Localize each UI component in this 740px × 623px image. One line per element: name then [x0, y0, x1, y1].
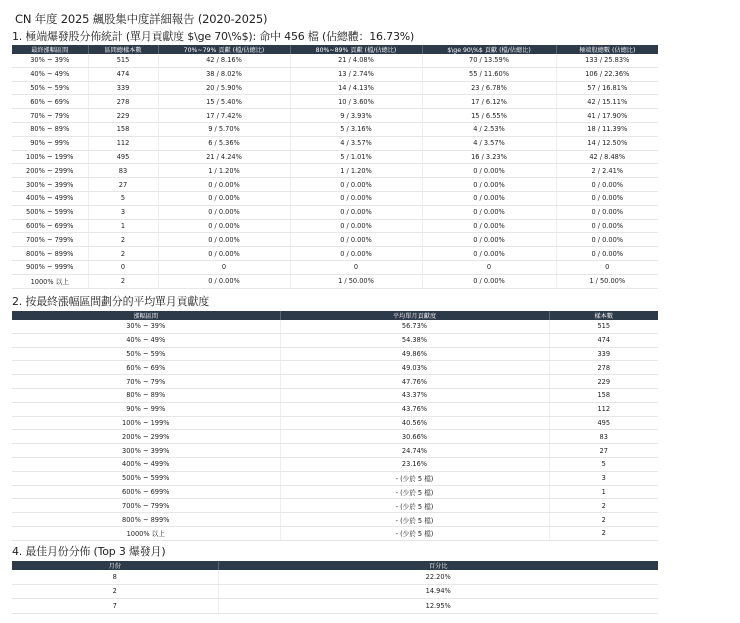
table-row — [12, 54, 658, 67]
table-cell: 60% ~ 69% — [12, 361, 280, 375]
table-cell: 339 — [549, 347, 658, 361]
table-cell: 278 — [88, 95, 158, 109]
table-cell: 1 — [549, 485, 658, 499]
table-row — [12, 457, 658, 471]
table-row — [12, 444, 658, 458]
table-cell: - (少於 5 檔) — [280, 513, 549, 527]
average-contribution-table — [12, 311, 658, 541]
table-cell: 400% ~ 499% — [12, 457, 280, 471]
table-row — [12, 260, 658, 274]
best-month-table — [12, 561, 658, 614]
table-cell: 30.66% — [280, 430, 549, 444]
column-header: 80%~89% 貢獻 (檔/佔總比) — [290, 45, 422, 54]
table-cell: 0 / 0.00% — [556, 219, 658, 233]
column-header: 月份 — [12, 561, 218, 570]
table-cell: 800% ~ 899% — [12, 247, 88, 261]
table-cell: 15 / 5.40% — [158, 95, 290, 109]
table-cell: 55 / 11.60% — [422, 67, 556, 81]
column-header: $\ge 90\%$ 貢獻 (檔/佔總比) — [422, 45, 556, 54]
table-cell: 5 / 3.16% — [290, 122, 422, 136]
table-cell: 54.38% — [280, 333, 549, 347]
table-header-row — [12, 561, 658, 570]
table-cell: 0 / 0.00% — [556, 178, 658, 192]
table-cell: 0 / 0.00% — [556, 233, 658, 247]
table-cell: 1 / 50.00% — [556, 274, 658, 288]
table-cell: 57 / 16.81% — [556, 81, 658, 95]
table-cell: 700% ~ 799% — [12, 233, 88, 247]
table-cell: 40% ~ 49% — [12, 333, 280, 347]
table-cell: 43.37% — [280, 388, 549, 402]
table-cell: - (少於 5 檔) — [280, 485, 549, 499]
table-cell: 22.20% — [218, 570, 658, 584]
table-cell: 70 / 13.59% — [422, 54, 556, 67]
section2-heading: 2. 按最終漲幅區間劃分的平均單月貢獻度 — [12, 295, 209, 308]
table-cell: - (少於 5 檔) — [280, 499, 549, 513]
table-cell: 10 / 3.60% — [290, 95, 422, 109]
table-cell: 0 — [290, 260, 422, 274]
table-cell: - (少於 5 檔) — [280, 526, 549, 540]
table-cell: 0 / 0.00% — [158, 191, 290, 205]
table-cell: 83 — [88, 164, 158, 178]
table-cell: 600% ~ 699% — [12, 219, 88, 233]
table-row — [12, 485, 658, 499]
table-row — [12, 599, 658, 614]
table-cell: 2 — [12, 584, 218, 599]
table-cell: 15 / 6.55% — [422, 109, 556, 123]
table-cell: 0 / 0.00% — [422, 233, 556, 247]
table-cell: 90% ~ 99% — [12, 402, 280, 416]
table-cell: 23 / 6.78% — [422, 81, 556, 95]
table-row — [12, 526, 658, 540]
table-row — [12, 320, 658, 333]
table-cell: 700% ~ 799% — [12, 499, 280, 513]
table-cell: 600% ~ 699% — [12, 485, 280, 499]
table-row — [12, 150, 658, 164]
table-cell: 0 / 0.00% — [158, 247, 290, 261]
table-cell: 0 / 0.00% — [422, 191, 556, 205]
table-cell: 30% ~ 39% — [12, 320, 280, 333]
table-cell: 27 — [88, 178, 158, 192]
table-cell: 474 — [88, 67, 158, 81]
table-cell: 500% ~ 599% — [12, 205, 88, 219]
table-row — [12, 471, 658, 485]
table-cell: 5 — [549, 457, 658, 471]
table-cell: 339 — [88, 81, 158, 95]
table-cell: 0 / 0.00% — [158, 233, 290, 247]
table-row — [12, 136, 658, 150]
table-cell: 49.03% — [280, 361, 549, 375]
table-cell: 3 — [549, 471, 658, 485]
section1-heading: 1. 極端爆發股分佈統計 (單月貢獻度 $\ge 70\%$): 命中 456 檔 (佔總體：16.73%) — [12, 30, 415, 43]
table-cell: 0 / 0.00% — [290, 219, 422, 233]
table-row — [12, 67, 658, 81]
table-cell: 495 — [549, 416, 658, 430]
table-cell: 42 / 8.16% — [158, 54, 290, 67]
table-cell: 2 — [88, 233, 158, 247]
table-row — [12, 95, 658, 109]
table-cell: 1000% 以上 — [12, 274, 88, 288]
table-cell: 0 / 0.00% — [290, 233, 422, 247]
table-cell: 0 / 0.00% — [290, 178, 422, 192]
table-cell: 70% ~ 79% — [12, 109, 88, 123]
table-row — [12, 430, 658, 444]
table-cell: 800% ~ 899% — [12, 513, 280, 527]
table-row — [12, 347, 658, 361]
table-row — [12, 361, 658, 375]
table-cell: 2 — [549, 526, 658, 540]
table-cell: 17 / 6.12% — [422, 95, 556, 109]
table-header-row — [12, 45, 658, 54]
column-header: 漲幅區間 — [12, 311, 280, 320]
table-cell: 2 / 2.41% — [556, 164, 658, 178]
table-cell: 50% ~ 59% — [12, 81, 88, 95]
table-cell: 2 — [88, 274, 158, 288]
table-cell: 38 / 8.02% — [158, 67, 290, 81]
table-cell: 0 / 0.00% — [290, 247, 422, 261]
table-row — [12, 388, 658, 402]
table-cell: 200% ~ 299% — [12, 430, 280, 444]
table-cell: 1 — [88, 219, 158, 233]
table-cell: 0 / 0.00% — [290, 205, 422, 219]
table-cell: 229 — [549, 375, 658, 389]
table-cell: 1000% 以上 — [12, 526, 280, 540]
table-cell: 0 — [556, 260, 658, 274]
table-cell: 515 — [88, 54, 158, 67]
table-row — [12, 247, 658, 261]
table-cell: 21 / 4.08% — [290, 54, 422, 67]
table-row — [12, 164, 658, 178]
table-cell: 24.74% — [280, 444, 549, 458]
table-row — [12, 584, 658, 599]
table-cell: 0 / 0.00% — [422, 247, 556, 261]
table-cell: 41 / 17.90% — [556, 109, 658, 123]
table-header-row — [12, 311, 658, 320]
table-row — [12, 274, 658, 288]
table-cell: 0 / 0.00% — [158, 205, 290, 219]
table-cell: 9 / 5.70% — [158, 122, 290, 136]
table-cell: 112 — [549, 402, 658, 416]
table-cell: 20 / 5.90% — [158, 81, 290, 95]
table-cell: 474 — [549, 333, 658, 347]
table-row — [12, 416, 658, 430]
column-header: 區間總樣本數 — [88, 45, 158, 54]
table-cell: 14 / 12.50% — [556, 136, 658, 150]
table-cell: 0 / 0.00% — [158, 274, 290, 288]
table-cell: 0 / 0.00% — [422, 205, 556, 219]
table-cell: 106 / 22.36% — [556, 67, 658, 81]
table-cell: 40.56% — [280, 416, 549, 430]
extreme-distribution-table — [12, 45, 658, 289]
table-cell: 80% ~ 89% — [12, 122, 88, 136]
table-cell: 83 — [549, 430, 658, 444]
table-row — [12, 205, 658, 219]
table-cell: 8 — [12, 570, 218, 584]
table-cell: 0 / 0.00% — [556, 247, 658, 261]
table-cell: 60% ~ 69% — [12, 95, 88, 109]
table-cell: 515 — [549, 320, 658, 333]
table-cell: 0 / 0.00% — [556, 191, 658, 205]
table-cell: 42 / 8.48% — [556, 150, 658, 164]
table-row — [12, 109, 658, 123]
table-cell: 0 / 0.00% — [290, 191, 422, 205]
column-header: 極端股總數 (佔總比) — [556, 45, 658, 54]
column-header: 最終漲幅區間 — [12, 45, 88, 54]
table-cell: 278 — [549, 361, 658, 375]
table-cell: 0 / 0.00% — [422, 219, 556, 233]
table-cell: 9 / 3.93% — [290, 109, 422, 123]
table-row — [12, 375, 658, 389]
table-row — [12, 402, 658, 416]
table-cell: 13 / 2.74% — [290, 67, 422, 81]
table-cell: 21 / 4.24% — [158, 150, 290, 164]
table-cell: 229 — [88, 109, 158, 123]
table-row — [12, 81, 658, 95]
table-row — [12, 499, 658, 513]
table-cell: 158 — [88, 122, 158, 136]
table-cell: 0 / 0.00% — [422, 164, 556, 178]
table-cell: 2 — [549, 513, 658, 527]
table-cell: 40% ~ 49% — [12, 67, 88, 81]
table-cell: 200% ~ 299% — [12, 164, 88, 178]
table-cell: 47.76% — [280, 375, 549, 389]
table-cell: 1 / 1.20% — [158, 164, 290, 178]
table-cell: 500% ~ 599% — [12, 471, 280, 485]
table-cell: 158 — [549, 388, 658, 402]
table-cell: 43.76% — [280, 402, 549, 416]
table-cell: 300% ~ 399% — [12, 444, 280, 458]
column-header: 樣本數 — [549, 311, 658, 320]
column-header: 70%~79% 貢獻 (檔/佔總比) — [158, 45, 290, 54]
table-cell: 2 — [549, 499, 658, 513]
table-cell: 30% ~ 39% — [12, 54, 88, 67]
table-cell: 14 / 4.13% — [290, 81, 422, 95]
table-cell: 1 / 1.20% — [290, 164, 422, 178]
table-cell: 133 / 25.83% — [556, 54, 658, 67]
table-row — [12, 219, 658, 233]
table-row — [12, 570, 658, 584]
table-cell: 5 / 1.01% — [290, 150, 422, 164]
table-cell: 0 / 0.00% — [158, 178, 290, 192]
table-cell: 0 / 0.00% — [422, 274, 556, 288]
table-cell: 0 — [158, 260, 290, 274]
table-cell: 56.73% — [280, 320, 549, 333]
table-cell: 12.95% — [218, 599, 658, 614]
table-cell: 50% ~ 59% — [12, 347, 280, 361]
table-cell: - (少於 5 檔) — [280, 471, 549, 485]
table-row — [12, 122, 658, 136]
table-cell: 6 / 5.36% — [158, 136, 290, 150]
table-cell: 7 — [12, 599, 218, 614]
table-row — [12, 513, 658, 527]
table-cell: 1 / 50.00% — [290, 274, 422, 288]
table-cell: 27 — [549, 444, 658, 458]
table-cell: 100% ~ 199% — [12, 150, 88, 164]
table-row — [12, 333, 658, 347]
table-cell: 112 — [88, 136, 158, 150]
table-cell: 18 / 11.39% — [556, 122, 658, 136]
table-cell: 42 / 15.11% — [556, 95, 658, 109]
table-cell: 495 — [88, 150, 158, 164]
table-cell: 900% ~ 999% — [12, 260, 88, 274]
table-cell: 70% ~ 79% — [12, 375, 280, 389]
page-title: CN 年度 2025 飆股集中度詳細報告 (2020-2025) — [15, 12, 268, 26]
table-cell: 14.94% — [218, 584, 658, 599]
table-cell: 0 — [88, 260, 158, 274]
table-cell: 49.86% — [280, 347, 549, 361]
table-cell: 0 / 0.00% — [422, 178, 556, 192]
table-row — [12, 233, 658, 247]
table-cell: 80% ~ 89% — [12, 388, 280, 402]
table-cell: 4 / 3.57% — [422, 136, 556, 150]
table-cell: 5 — [88, 191, 158, 205]
table-cell: 4 / 3.57% — [290, 136, 422, 150]
table-cell: 16 / 3.23% — [422, 150, 556, 164]
table-cell: 0 — [422, 260, 556, 274]
table-cell: 2 — [88, 247, 158, 261]
table-cell: 300% ~ 399% — [12, 178, 88, 192]
table-row — [12, 178, 658, 192]
table-cell: 17 / 7.42% — [158, 109, 290, 123]
table-cell: 90% ~ 99% — [12, 136, 88, 150]
table-cell: 3 — [88, 205, 158, 219]
table-cell: 4 / 2.53% — [422, 122, 556, 136]
column-header: 平均單月貢獻度 — [280, 311, 549, 320]
table-cell: 400% ~ 499% — [12, 191, 88, 205]
column-header: 百分比 — [218, 561, 658, 570]
section3-heading: 4. 最佳月份分佈 (Top 3 爆發月) — [12, 545, 166, 558]
table-cell: 0 / 0.00% — [556, 205, 658, 219]
table-cell: 23.16% — [280, 457, 549, 471]
table-cell: 0 / 0.00% — [158, 219, 290, 233]
table-row — [12, 191, 658, 205]
table-cell: 100% ~ 199% — [12, 416, 280, 430]
